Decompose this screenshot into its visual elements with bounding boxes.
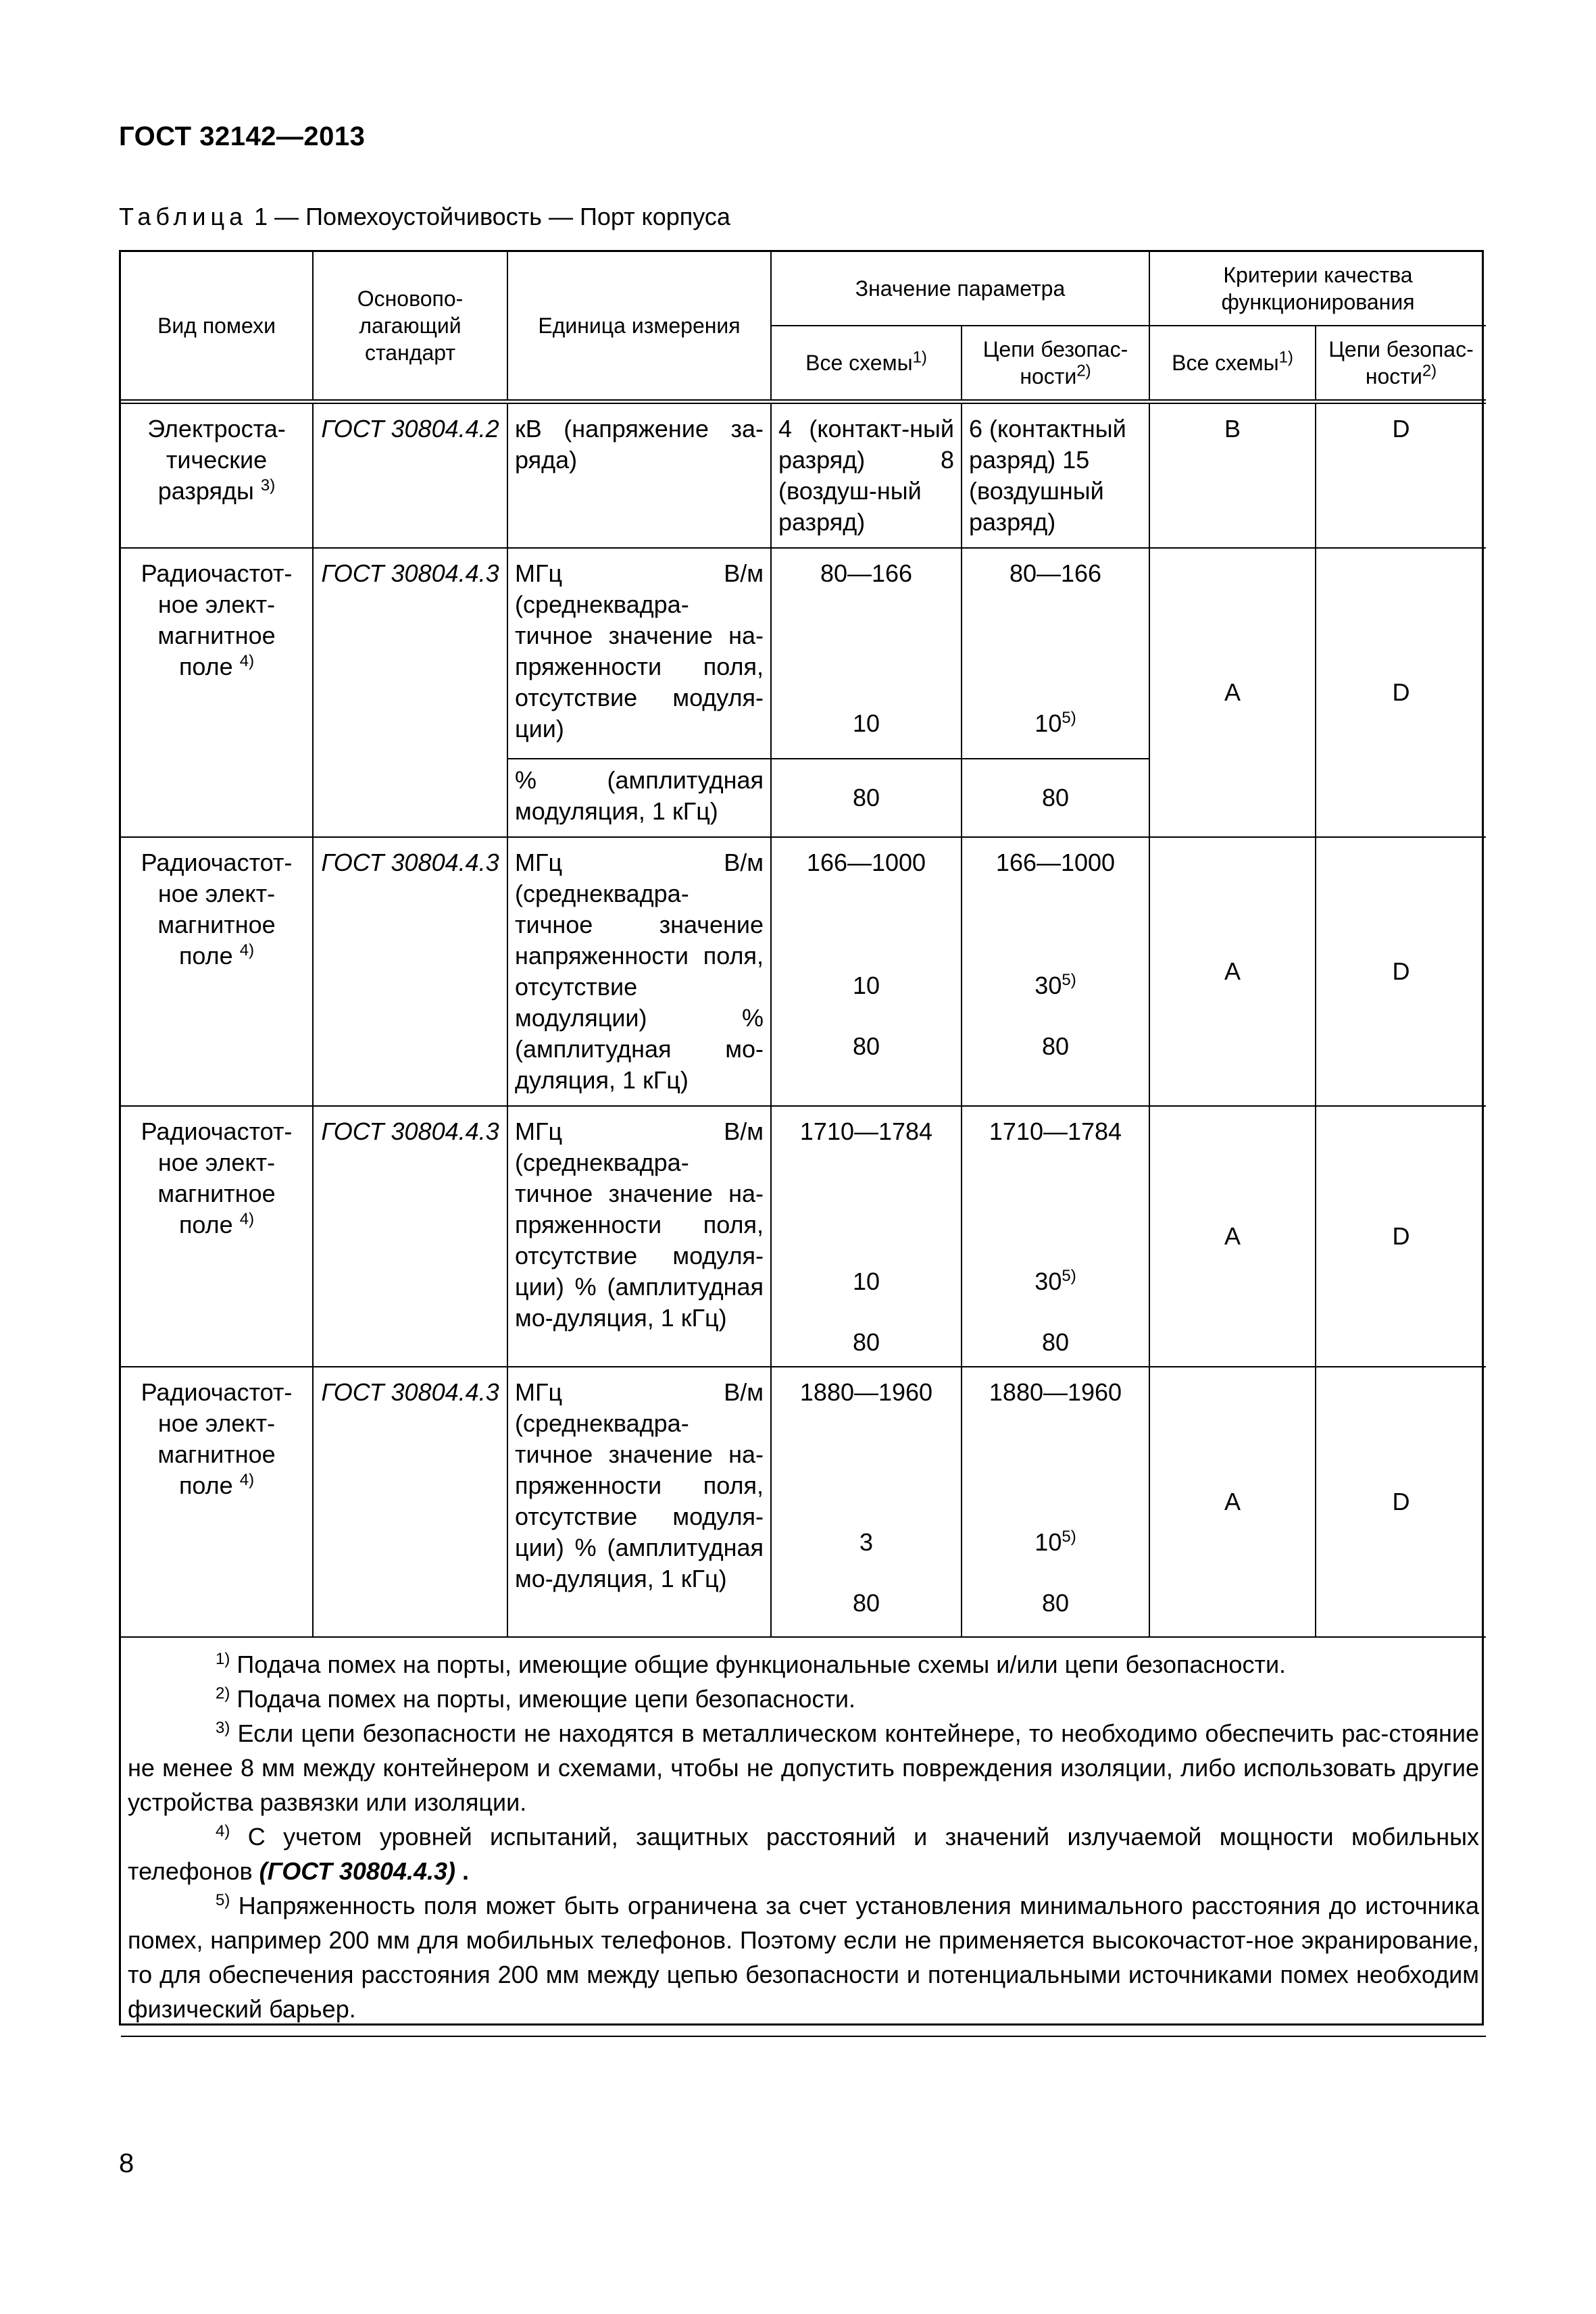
cell-vid — [121, 1367, 313, 1637]
footnote-text: Подача помех на порты, имеющие общие функциональные схемы и/или цепи безопасности. — [230, 1651, 1287, 1678]
cell-param-all — [771, 548, 962, 759]
value-frequency: 1710—1784 — [989, 1117, 1122, 1145]
footnote-5 — [128, 1888, 1479, 2026]
vid-sup: 4) — [239, 941, 255, 959]
header-crit-all-sup: 1) — [1278, 348, 1293, 367]
value-frequency: 80—166 — [820, 559, 913, 587]
cell-param-safety — [962, 837, 1149, 1106]
cell-crit-safety: D — [1316, 1106, 1486, 1367]
cell-standard: ГОСТ 30804.4.3 — [313, 837, 507, 1106]
header-safety-sup: 2) — [1076, 361, 1091, 380]
footnote-mark: 4) — [216, 1822, 230, 1840]
cell-unit: МГц В/м (среднеквадра-тичное значение на-пряженности поля, отсутствие модуля-ции) — [507, 548, 771, 759]
cell-param-safety-mod: 80 — [962, 759, 1149, 837]
cell-vid — [121, 1106, 313, 1367]
footnote-4 — [128, 1819, 1479, 1888]
value-modulation: 80 — [852, 1589, 880, 1617]
header-all-sup: 1) — [912, 348, 927, 367]
table-row — [121, 837, 1486, 1106]
footnote-mark: 1) — [216, 1650, 230, 1668]
value-frequency: 166—1000 — [806, 849, 926, 876]
column-header-param-safety — [962, 326, 1149, 402]
footnotes-row — [121, 1637, 1486, 2036]
vid-sup: 4) — [239, 1471, 255, 1489]
value-frequency: 1880—1960 — [799, 1378, 933, 1406]
cell-vid — [121, 837, 313, 1106]
cell-crit-all: A — [1149, 548, 1316, 837]
table-header-row-1 — [121, 252, 1486, 326]
footnote-reference: (ГОСТ 30804.4.3) — [259, 1857, 455, 1885]
cell-crit-safety: D — [1316, 1367, 1486, 1637]
cell-crit-all: A — [1149, 837, 1316, 1106]
value-field-number: 10 — [1034, 1528, 1062, 1556]
value-field-sup: 5) — [1062, 971, 1076, 989]
table-row — [121, 1367, 1486, 1637]
header-crit-safety-text: Цепи безопас-ности — [1328, 337, 1474, 388]
cell-crit-safety: D — [1316, 837, 1486, 1106]
value-modulation: 80 — [1041, 1328, 1070, 1356]
column-header-criteria-group: Критерии качества функционирования — [1149, 252, 1486, 326]
footnote-mark: 5) — [216, 1891, 230, 1909]
value-field-sup: 5) — [1062, 1267, 1076, 1285]
footnote-mark: 2) — [216, 1684, 230, 1703]
cell-param-safety — [962, 1367, 1149, 1637]
value-modulation: 80 — [1041, 1589, 1070, 1617]
value-field-number: 30 — [1034, 1267, 1062, 1295]
cell-crit-all: A — [1149, 1106, 1316, 1367]
immunity-table-grid — [121, 252, 1486, 2037]
footnote-tail: . — [455, 1857, 469, 1885]
cell-crit-safety: D — [1316, 548, 1486, 837]
table-row — [121, 402, 1486, 549]
value-frequency: 1880—1960 — [989, 1378, 1122, 1406]
vid-text: Электроста-тические разряды — [147, 415, 286, 505]
value-field-number: 10 — [1034, 709, 1062, 737]
cell-unit: кВ (напряжение за-ряда) — [507, 402, 771, 549]
value-field-sup: 5) — [1062, 709, 1076, 727]
header-crit-safety-sup: 2) — [1422, 361, 1437, 380]
column-header-vid: Вид помехи — [121, 252, 313, 402]
document-header: ГОСТ 32142—2013 — [119, 122, 366, 151]
value-field: 10 — [852, 709, 880, 737]
cell-vid — [121, 548, 313, 837]
column-header-unit: Единица измерения — [507, 252, 771, 402]
table-row — [121, 548, 1486, 759]
vid-text: Радиочастот-ное элект-магнитное поле — [141, 1378, 293, 1499]
table-caption-label: Таблица — [119, 203, 248, 230]
value-field — [962, 708, 1149, 739]
cell-unit: МГц В/м (среднеквадра-тичное значение напряженности поля, отсутствие модуляции) % (амплитудная мо-дуляция, 1 кГц) — [507, 837, 771, 1106]
column-header-param-all — [771, 326, 962, 402]
vid-sup: 3) — [260, 476, 276, 495]
value-field: 10 — [852, 1267, 880, 1295]
cell-param-all — [771, 837, 962, 1106]
header-all-text: Все схемы — [805, 351, 913, 375]
cell-param-safety — [962, 548, 1149, 759]
cell-standard: ГОСТ 30804.4.3 — [313, 1106, 507, 1367]
value-modulation: 80 — [852, 1328, 880, 1356]
header-crit-all-text: Все схемы — [1172, 351, 1279, 375]
footnote-mark: 3) — [216, 1719, 230, 1737]
cell-unit-modulation: % (амплитудная модуляция, 1 кГц) — [507, 759, 771, 837]
footnote-text: Подача помех на порты, имеющие цепи безопасности. — [230, 1685, 856, 1713]
cell-unit: МГц В/м (среднеквадра-тичное значение на-пряженности поля, отсутствие модуля-ции) % (амплитудная мо-дуляция, 1 кГц) — [507, 1106, 771, 1367]
cell-param-all — [771, 1367, 962, 1637]
value-modulation: 80 — [1041, 1032, 1070, 1060]
footnote-3 — [128, 1716, 1479, 1819]
value-field-number: 30 — [1034, 972, 1062, 999]
footnotes-cell — [121, 1637, 1486, 2036]
cell-crit-safety: D — [1316, 402, 1486, 549]
footnote-text: Если цепи безопасности не находятся в металлическом контейнере, то необходимо обеспечить рас-стояние не менее 8 мм между контейнером и схемами, чтобы не допустить повреждения изоляции, либо использовать другие устройства развязки или изоляции. — [128, 1719, 1479, 1816]
column-header-crit-safety — [1316, 326, 1486, 402]
footnote-1 — [128, 1647, 1479, 1682]
cell-unit: МГц В/м (среднеквадра-тичное значение на-пряженности поля, отсутствие модуля-ции) % (амплитудная мо-дуляция, 1 кГц) — [507, 1367, 771, 1637]
value-field: 10 — [852, 972, 880, 999]
footnote-text: Напряженность поля может быть ограничена за счет установления минимального расстояния до источника помех, например 200 мм для мобильных телефонов. Поэтому если не применяется высокочастот-ное экранирование, то для обеспечения расстояния 200 мм между цепью безопасности и потенциальными источниками помех необходим физический барьер. — [128, 1892, 1479, 2023]
cell-standard: ГОСТ 30804.4.3 — [313, 1367, 507, 1637]
page-number: 8 — [119, 2148, 134, 2178]
footnote-text: С учетом уровней испытаний, защитных расстояний и значений излучаемой мощности мобильных телефонов — [128, 1823, 1479, 1885]
cell-param-safety — [962, 1106, 1149, 1367]
header-safety-text: Цепи безопас-ности — [982, 337, 1128, 388]
table-caption — [119, 203, 730, 231]
value-field — [962, 1266, 1149, 1297]
column-header-standard: Основопо-лагающий стандарт — [313, 252, 507, 402]
cell-param-all: 4 (контакт-ный разряд) 8 (воздуш-ный разряд) — [771, 402, 962, 549]
cell-param-all-mod: 80 — [771, 759, 962, 837]
footnote-2 — [128, 1682, 1479, 1716]
column-header-param-group: Значение параметра — [771, 252, 1149, 326]
value-field-sup: 5) — [1062, 1528, 1076, 1546]
cell-vid — [121, 402, 313, 549]
cell-standard: ГОСТ 30804.4.3 — [313, 548, 507, 837]
vid-sup: 4) — [239, 1210, 255, 1228]
column-header-crit-all — [1149, 326, 1316, 402]
value-field — [962, 970, 1149, 1001]
value-modulation: 80 — [852, 1032, 880, 1060]
cell-param-all — [771, 1106, 962, 1367]
vid-text: Радиочастот-ное элект-магнитное поле — [141, 1117, 293, 1238]
value-frequency: 1710—1784 — [799, 1117, 933, 1145]
cell-param-safety: 6 (контактный разряд) 15 (воздушный разряд) — [962, 402, 1149, 549]
value-field — [962, 1527, 1149, 1558]
vid-text: Радиочастот-ное элект-магнитное поле — [141, 559, 293, 680]
cell-standard: ГОСТ 30804.4.2 — [313, 402, 507, 549]
cell-crit-all: A — [1149, 1367, 1316, 1637]
table-caption-text: 1 — Помехоустойчивость — Порт корпуса — [247, 203, 730, 230]
table-row — [121, 1106, 1486, 1367]
value-field: 3 — [859, 1528, 874, 1556]
cell-crit-all: B — [1149, 402, 1316, 549]
vid-sup: 4) — [239, 652, 255, 670]
immunity-table — [119, 250, 1484, 2026]
vid-text: Радиочастот-ное элект-магнитное поле — [141, 849, 293, 970]
value-frequency: 166—1000 — [995, 849, 1116, 876]
value-frequency: 80—166 — [1009, 559, 1102, 587]
